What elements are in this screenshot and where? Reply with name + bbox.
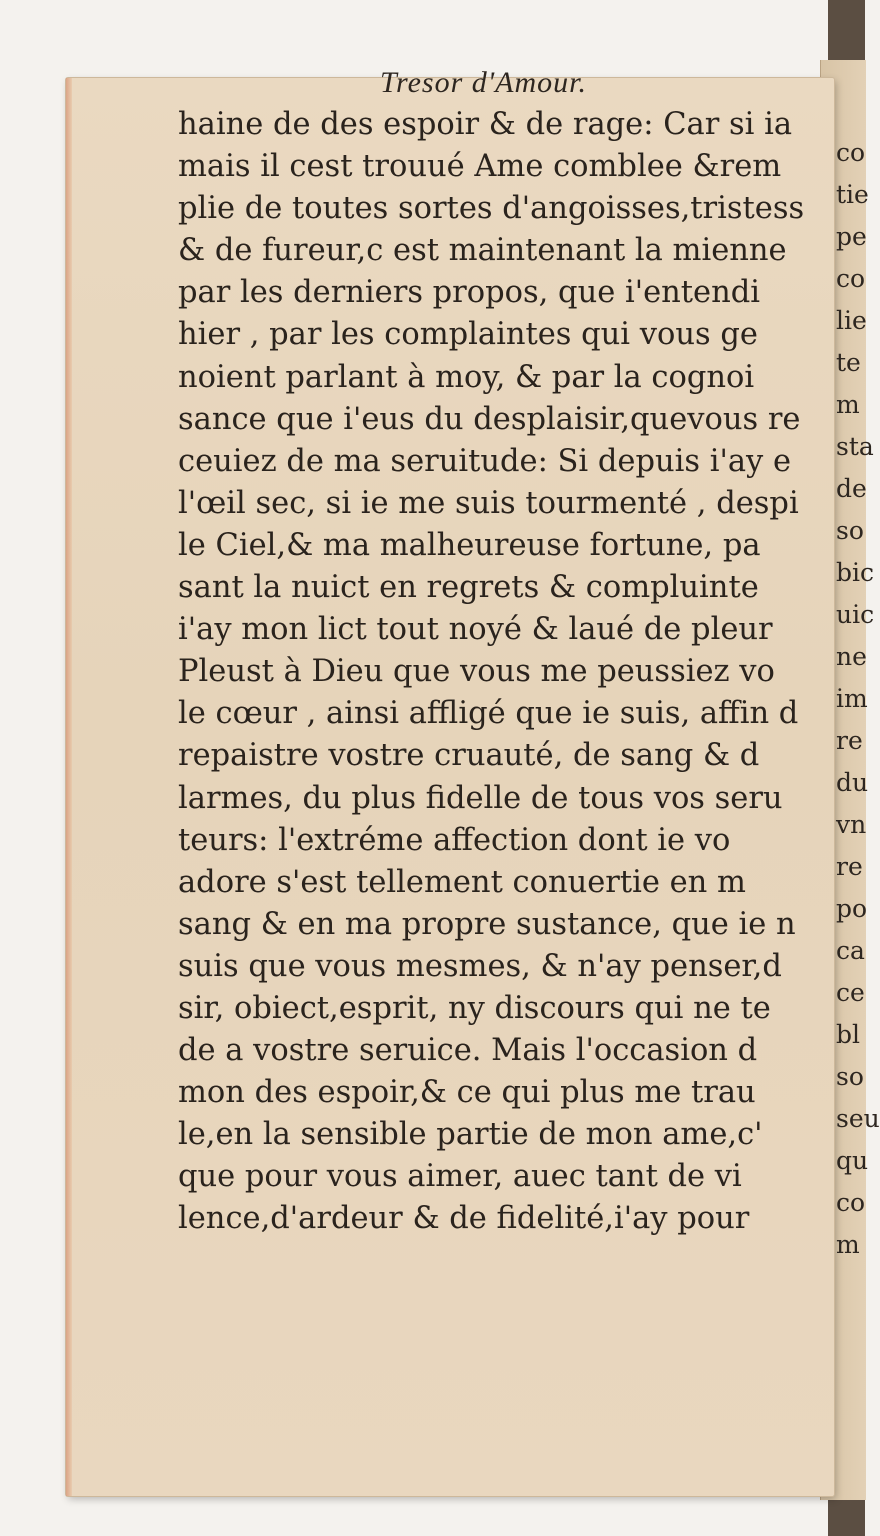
facing-page-fragment: lie (836, 306, 867, 335)
facing-page-fragment: tie (836, 180, 869, 209)
facing-page-fragment: co (836, 264, 866, 293)
facing-page-fragment: ne (836, 642, 867, 671)
running-header: Tresor d'Amour. (380, 66, 588, 99)
facing-page-fragment: re (836, 726, 863, 755)
text-line: que pour vous aimer, auec tant de vi (178, 1159, 742, 1195)
facing-page-fragment: so (836, 516, 864, 545)
text-line: & de fureur,c est maintenant la mienne (178, 233, 787, 269)
facing-page-fragment: po (836, 894, 868, 923)
facing-page-fragment: so (836, 1062, 864, 1091)
facing-page-fragment: qu (836, 1146, 869, 1175)
text-line: noient parlant à moy, & par la cognoi (178, 359, 755, 395)
text-line: hier , par les complaintes qui vous ge (178, 317, 758, 353)
facing-page-fragment: bl (836, 1020, 860, 1049)
facing-page-fragment: seu (836, 1104, 880, 1133)
facing-page-fragments (836, 132, 880, 1266)
text-line: sir, obiect,esprit, ny discours qui ne te (178, 990, 771, 1026)
text-line: mon des espoir,& ce qui plus me trau (178, 1075, 756, 1111)
facing-page-fragment: vn (836, 810, 867, 839)
text-line: le,en la sensible partie de mon ame,c' (178, 1117, 763, 1153)
facing-page-fragment: bic (836, 558, 875, 587)
text-line: mais il cest trouué Ame comblee &rem (178, 149, 782, 185)
text-line: sant la nuict en regrets & compluinte (178, 570, 759, 606)
facing-page-fragment: m (836, 1230, 860, 1259)
facing-page-fragment: co (836, 1188, 866, 1217)
facing-page-fragment: m (836, 390, 860, 419)
facing-page-fragment: du (836, 768, 869, 797)
facing-page-fragment: sta (836, 432, 874, 461)
facing-page-fragment: te (836, 348, 861, 377)
text-line: l'œil sec, si ie me suis tourmenté , despi (178, 485, 799, 521)
facing-page-fragment: ca (836, 936, 865, 965)
text-line: plie de toutes sortes d'angoisses,tristess (178, 191, 805, 227)
text-line: sance que i'eus du desplaisir,quevous re (178, 401, 801, 437)
page-text (178, 104, 828, 1241)
text-line: adore s'est tellement conuertie en m (178, 864, 746, 900)
text-line: lence,d'ardeur & de fidelité,i'ay pour (178, 1201, 750, 1237)
facing-page-fragment: uic (836, 600, 875, 629)
text-line: i'ay mon lict tout noyé & laué de pleur (178, 612, 773, 648)
text-line: de a vostre seruice. Mais l'occasion d (178, 1033, 758, 1069)
facing-page-fragment: pe (836, 222, 867, 251)
facing-page-fragment: de (836, 474, 867, 503)
facing-page-fragment: im (836, 684, 868, 713)
text-line: le Ciel,& ma malheureuse fortune, pa (178, 527, 761, 563)
text-line: sang & en ma propre sustance, que ie n (178, 906, 796, 942)
page-left-edge (66, 78, 72, 1496)
text-line: ceuiez de ma seruitude: Si depuis i'ay e (178, 443, 792, 479)
text-line: le cœur , ainsi affligé que ie suis, affin d (178, 696, 799, 732)
text-line: repaistre vostre cruauté, de sang & d (178, 738, 760, 774)
text-line: haine de des espoir & de rage: Car si ia (178, 107, 793, 142)
text-line: teurs: l'extréme affection dont ie vo (178, 822, 731, 858)
facing-page-fragment: co (836, 138, 866, 167)
text-line: Pleust à Dieu que vous me peussiez vo (178, 654, 775, 690)
text-line: suis que vous mesmes, & n'ay penser,d (178, 948, 782, 984)
facing-page-fragment: re (836, 852, 863, 881)
text-line: par les derniers propos, que i'entendi (178, 275, 761, 311)
text-line: larmes, du plus fidelle de tous vos seru (178, 780, 783, 816)
facing-page-fragment: ce (836, 978, 865, 1007)
